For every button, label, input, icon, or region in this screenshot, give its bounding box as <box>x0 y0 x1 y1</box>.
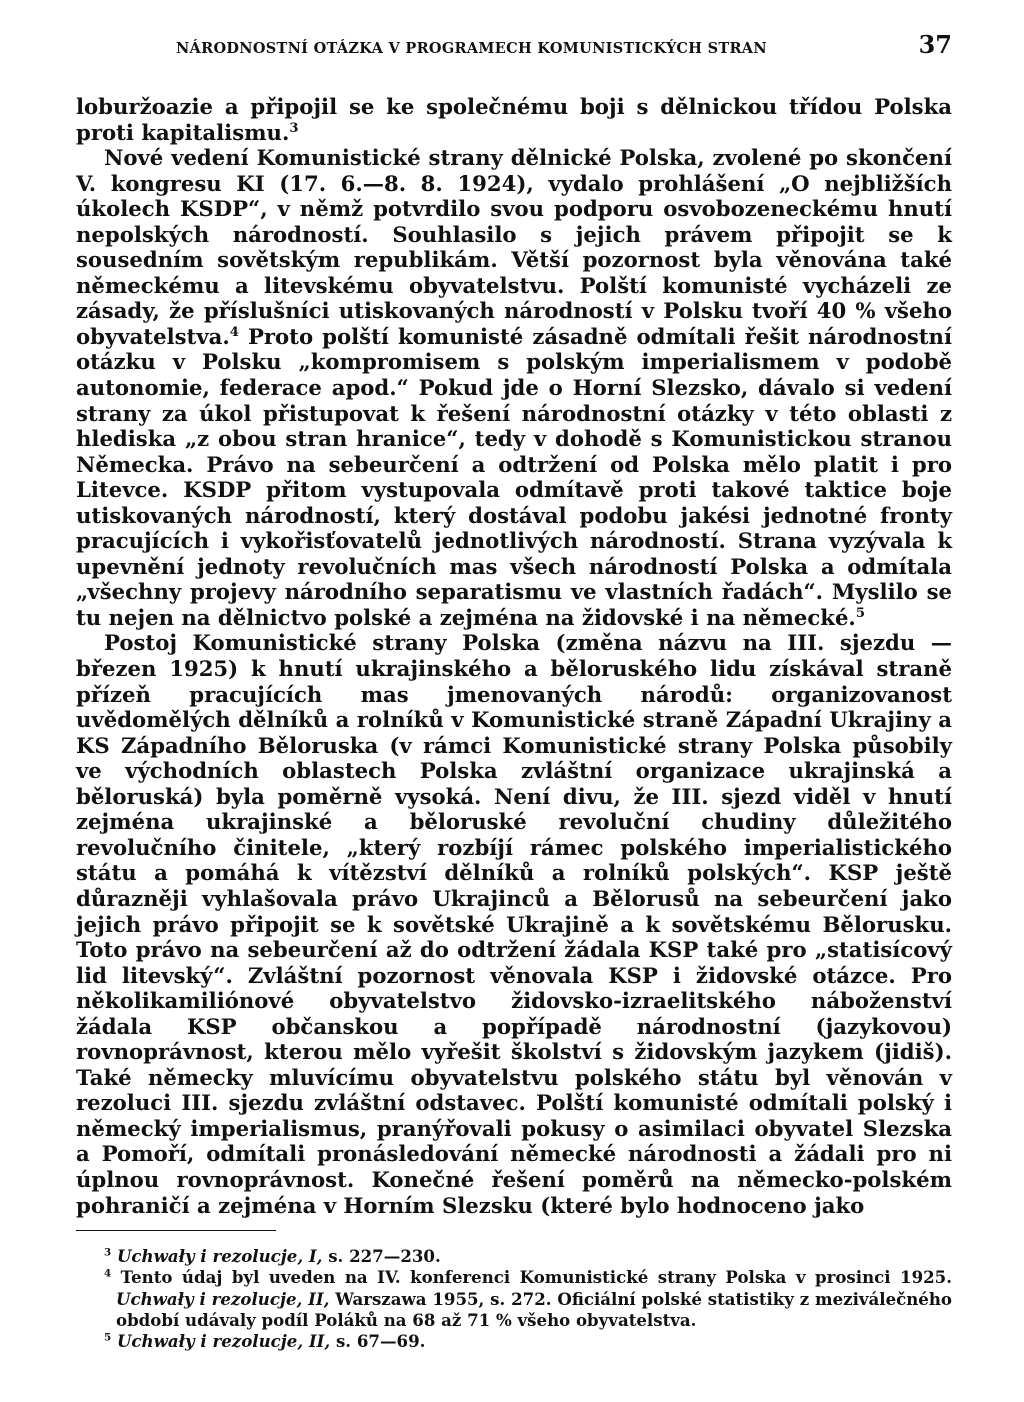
footnote-ref-5: 5 <box>855 605 865 621</box>
footnotes <box>104 1246 952 1352</box>
footnote-ref-3: 3 <box>289 120 299 136</box>
footnote-3-text: s. 227—230. <box>322 1246 441 1266</box>
footnote-4 <box>104 1267 952 1331</box>
footnote-5 <box>104 1331 952 1352</box>
footnote-4-text-b: Warszawa 1955, s. 272. Oficiální polské statistiky z meziválečného období udávaly podíl Poláků na 68 až 71 % všeho obyvatelstva. <box>116 1288 952 1330</box>
footnote-5-number: 5 <box>104 1331 112 1344</box>
footnote-5-text: s. 67—69. <box>330 1331 426 1352</box>
paragraph-3: Postoj Komunistické strany Polska (změna názvu na III. sjezdu — březen 1925) k hnutí ukrajinského a běloruského lidu získával straně přízeň pracujících mas jmenovaných národů: organizovanost uvědomělých dělníků a rolníků v Komunistické straně Západní Ukrajiny a KS Západního Běloruska (v rámci Komunistické strany Polska působily ve východních oblastech Polska zvláštní organizace ukrajinská a běloruská) byla poměrně vysoká. Není divu, že III. sjezd viděl v hnutí zejména ukrajinské a běloruské revoluční chudiny důležitého revolučního činitele, „který rozbíjí rámec polského imperialistického státu a pomáhá k vítězství dělníků a rolníků polských“. KSP ještě důrazněji vyhlašovala právo Ukrajinců a Bělorusů na sebeurčení jako jejich právo připojit se k sovětské Ukrajině a k sovětskému Bělorusku. Toto právo na sebeurčení až do odtržení žádala KSP také pro „statisícový lid litevský“. Zvláštní pozornost věnovala KSP i židovské otázce. Pro několikamiliónové obyvatelstvo židovsko-izraelitského náboženství žádala KSP občanskou a popřípadě národnostní (jazykovou) rovnoprávnost, kterou mělo vyřešit školství s židovským jazykem (jidiš). Také německy mluvícímu obyvatelstvu polského státu byl věnován v rezoluci III. sjezdu zvláštní odstavec. Polští komunisté odmítali polský i německý imperialismus, pranýřovali pokusy o asimilaci obyvatel Slezska a Pomoří, odmítali pronásledování německé národnosti a žádali pro ni úplnou rovnoprávnost. Konečné řešení poměrů na německo-polském pohraničí a zejména v Horním Slezsku (které bylo hodnoceno jako <box>76 630 952 1218</box>
paragraph-2 <box>76 145 952 630</box>
footnote-4-text-a: Tento údaj byl uveden na IV. konferenci Komunistické strany Polska v prosinci 1925. <box>120 1267 952 1288</box>
footnote-5-title: Uchwały i rezolucje, II, <box>116 1331 331 1352</box>
footnote-3 <box>104 1246 952 1267</box>
footnote-4-number: 4 <box>104 1267 112 1280</box>
footnote-3-number: 3 <box>104 1246 112 1259</box>
page-header <box>176 30 952 59</box>
paragraph-2-text-a: Nové vedení Komunistické strany dělnické Polska, zvolené po skončení V. kongresu KI (17. 6.—8. 8. 1924), vydalo prohlášení „O nejbližších úkolech KSDP“, v němž potvrdilo svou podporu osvobozeneckému hnutí nepolských národností. Souhlasilo s jejich právem připojit se k sousedním sovětským republikám. Větší pozornost byla věnována také německému a litevskému obyvatelstvu. Polští komunisté vycházeli ze zásady, že příslušníci utiskovaných národností v Polsku tvoří 40 % všeho obyvatelstva. <box>76 145 952 349</box>
running-head: NÁRODNOSTNÍ OTÁZKA V PROGRAMECH KOMUNISTICKÝCH STRAN <box>176 40 767 57</box>
paragraph-1 <box>76 94 952 145</box>
footnote-ref-4: 4 <box>229 324 239 340</box>
page-number: 37 <box>918 30 952 59</box>
main-text <box>76 94 952 1218</box>
footnote-divider <box>76 1230 276 1231</box>
paragraph-1-text: loburžoazie a připojil se ke společnému boji s dělnickou třídou Polska proti kapitalismu. <box>76 94 952 145</box>
footnote-3-title: Uchwały i rezolucje, I, <box>116 1246 323 1266</box>
paragraph-2-text-b: Proto polští komunisté zásadně odmítali řešit národnostní otázku v Polsku „kompromisem s polským imperialismem v podobě autonomie, federace apod.“ Pokud jde o Horní Slezsko, dávalo si vedení strany za úkol přistupovat k řešení národnostní otázky v této oblasti z hlediska „z obou stran hranice“, tedy v dohodě s Komunistickou stranou Německa. Právo na sebeurčení a odtržení od Polska mělo platit i pro Litevce. KSDP přitom vystupovala odmítavě proti takové taktice boje utiskovaných národností, který dostával podobu jakési jednotné fronty pracujících i vykořisťovatelů jednotlivých národností. Strana vyzývala k upevnění jednoty revolučních mas všech národností Polska a odmítala „všechny projevy národního separatismu ve vlastních řadách“. Myslilo se tu nejen na dělnictvo polské a zejména na židovské i na německé. <box>76 323 952 630</box>
footnote-4-title: Uchwały i rezolucje, II, <box>116 1288 330 1309</box>
